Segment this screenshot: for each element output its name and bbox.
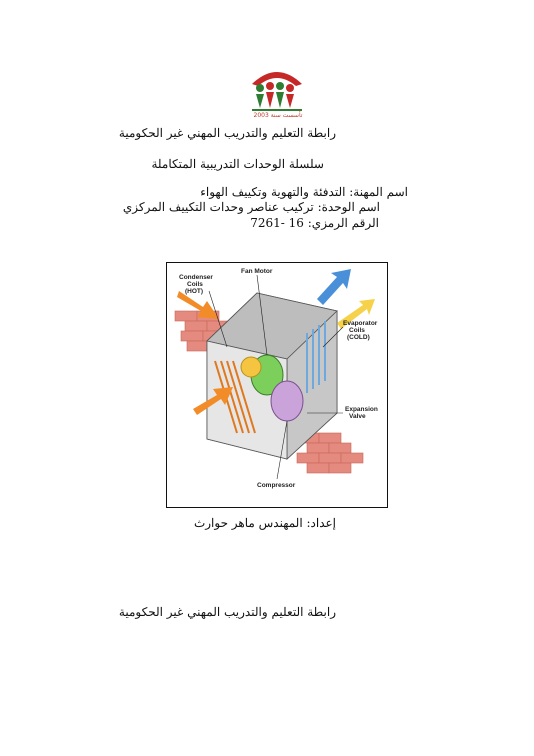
compressor-label: Compressor (257, 482, 296, 489)
expansion-label-2: Valve (349, 413, 366, 420)
cold-air-arrows (317, 269, 351, 305)
condenser-label-1: Condenser (179, 274, 213, 281)
organization-logo-icon (246, 64, 308, 114)
condenser-label-3: (HOT) (185, 288, 204, 295)
evaporator-label-2: Coils (349, 327, 365, 334)
evaporator-label-1: Evaporator (343, 320, 378, 327)
ac-unit-illustration (167, 263, 387, 507)
series-title: سلسلة الوحدات التدريبية المتكاملة (151, 157, 324, 171)
fan-blade (241, 357, 261, 377)
logo-caption: تأسست سنة 2003 (253, 112, 303, 119)
prepared-by: إعداد: المهندس ماهر حوارث (193, 516, 336, 530)
condenser-label-2: Coils (187, 281, 203, 288)
unit-name: اسم الوحدة: تركيب عناصر وحدات التكييف المركزي (122, 200, 380, 214)
evaporator-label-3: (COLD) (347, 334, 370, 341)
compressor-part (271, 381, 303, 421)
organization-title: رابطة التعليم والتدريب المهني غير الحكومية (118, 126, 336, 140)
ac-unit-diagram (166, 262, 388, 508)
profession-name: اسم المهنة: التدفئة والتهوية وتكييف الهواء (200, 185, 408, 199)
fan-motor-label: Fan Motor (241, 268, 273, 275)
expansion-label-1: Expansion (345, 406, 378, 413)
unit-code: الرقم الرمزي: 16 -7261 (250, 216, 379, 230)
organization-footer: رابطة التعليم والتدريب المهني غير الحكومية (118, 605, 336, 619)
